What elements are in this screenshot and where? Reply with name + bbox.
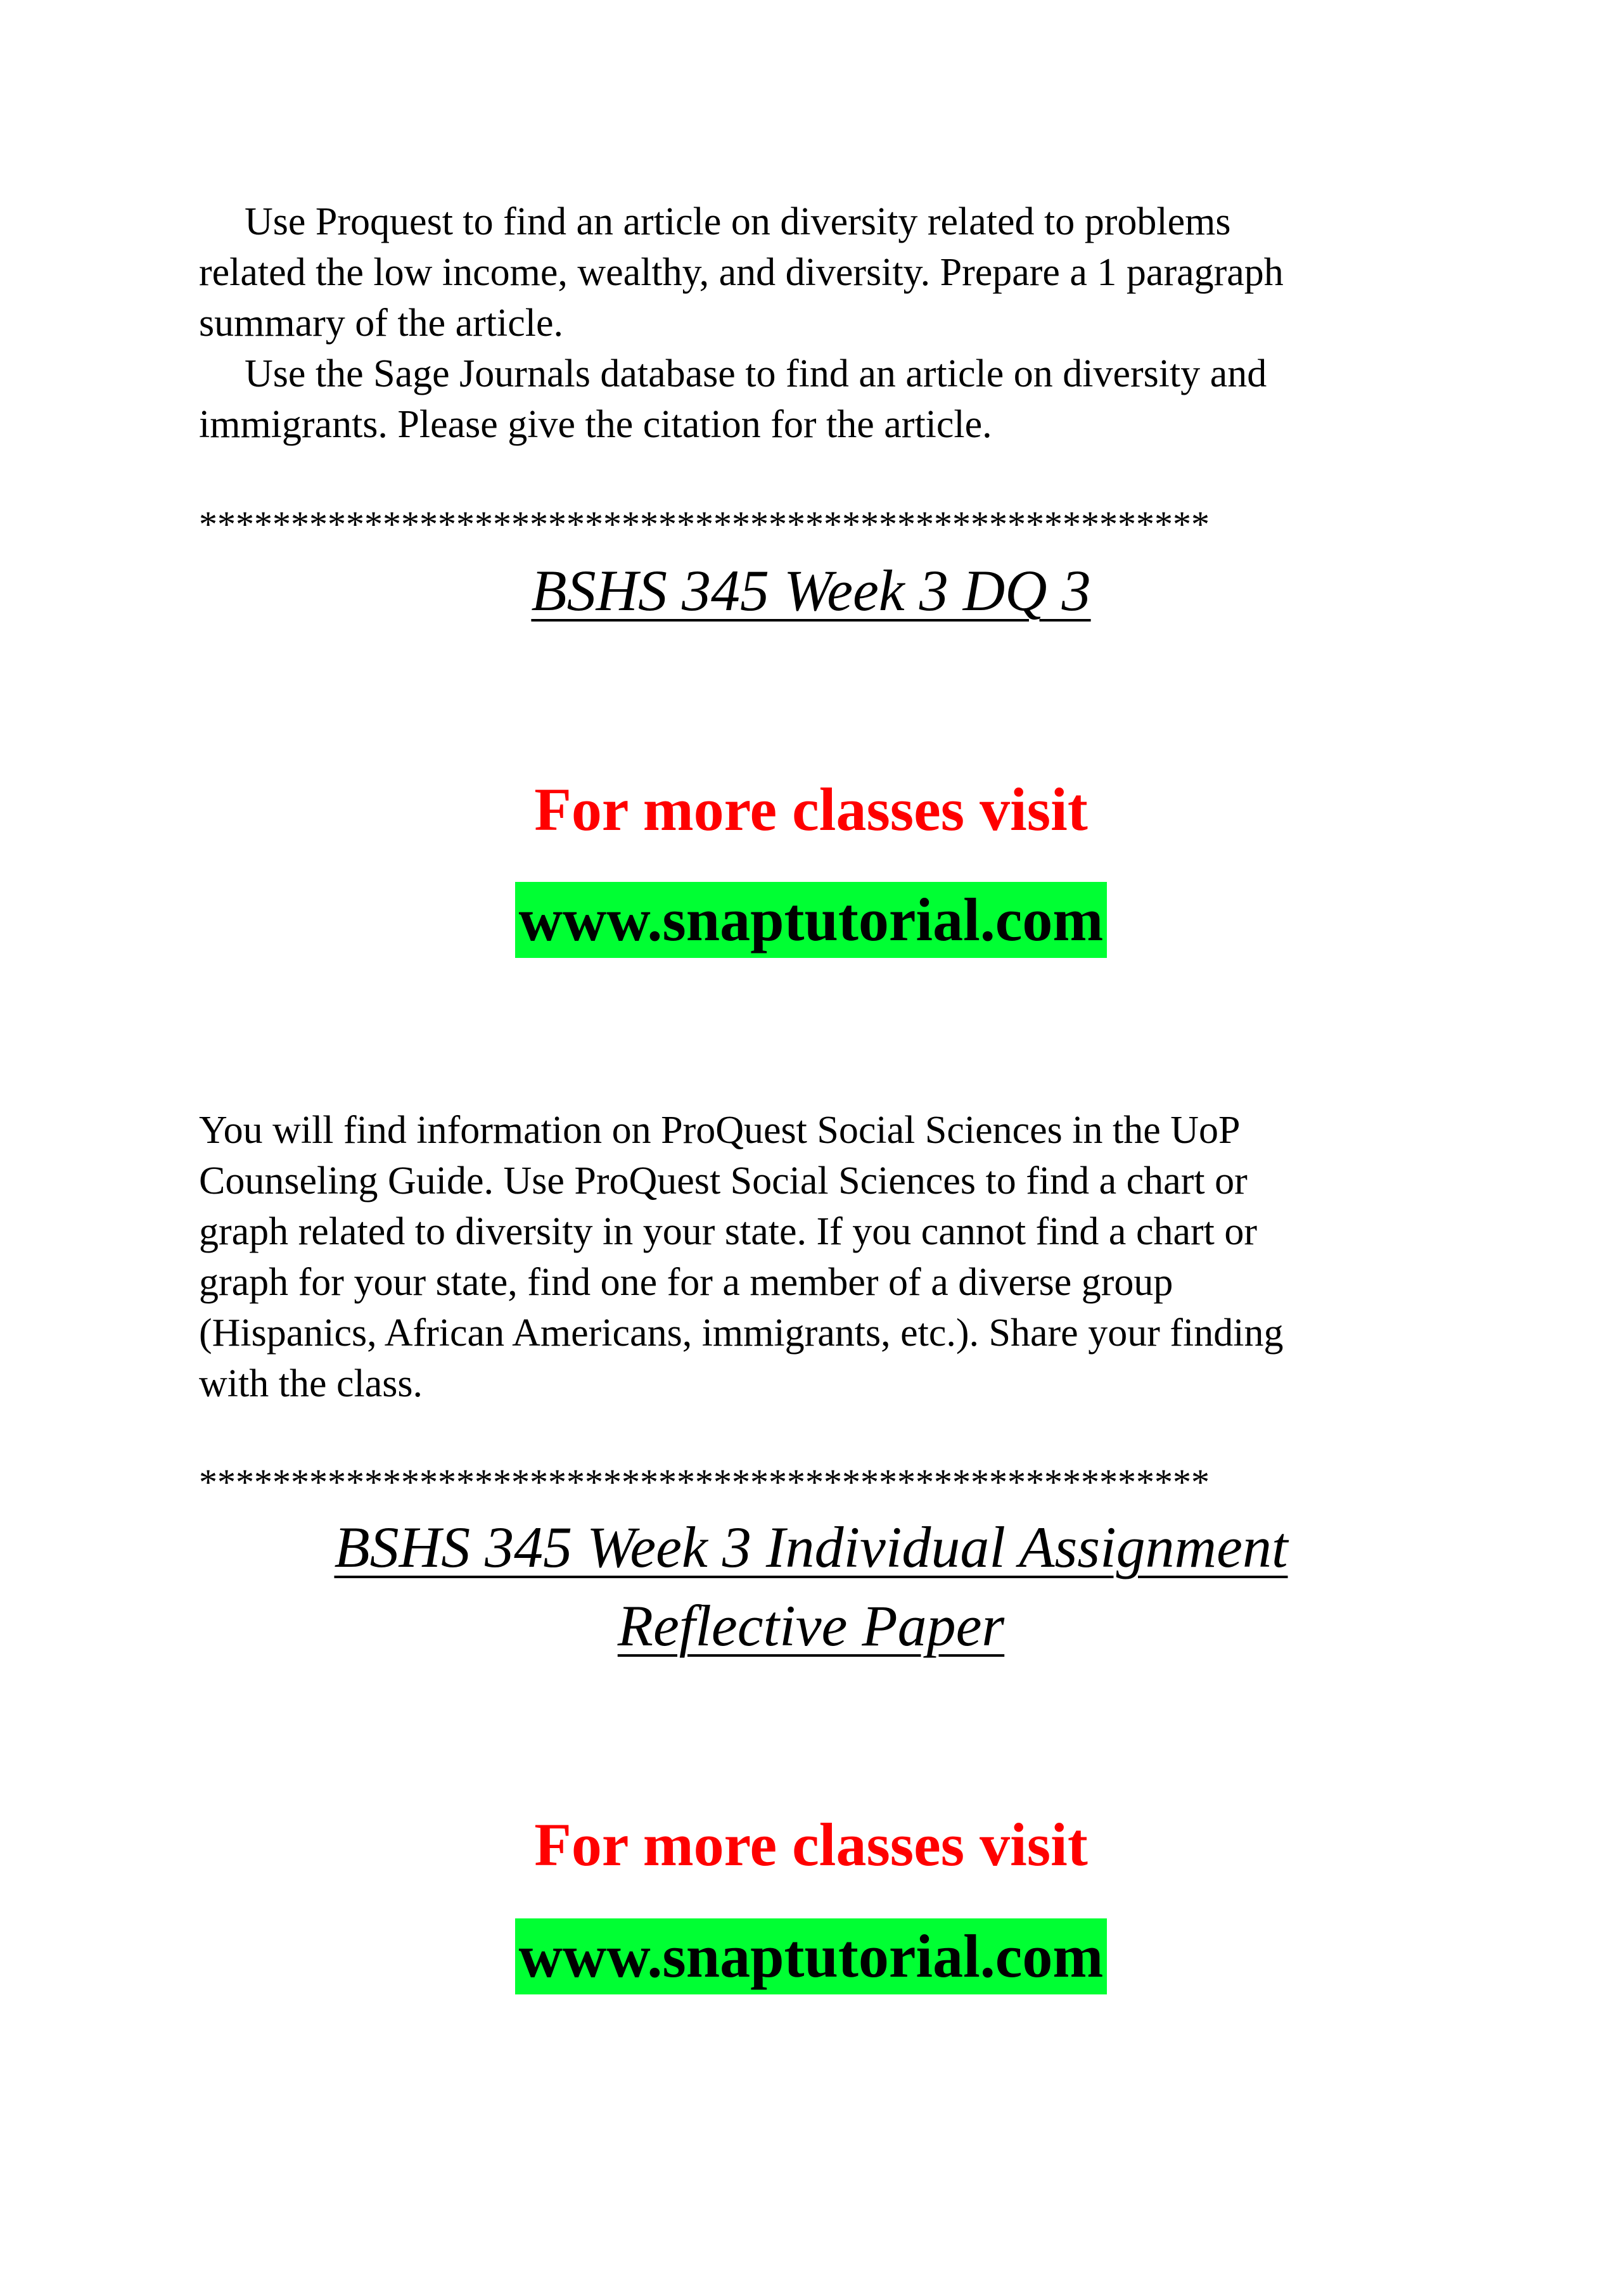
- promo-text: For more classes visit: [534, 775, 1088, 843]
- section-body: [199, 1105, 1428, 1409]
- section-title: [0, 551, 1622, 630]
- text-line: graph for your state, find one for a member of a diverse group: [199, 1261, 1173, 1304]
- text-line: Use Proquest to find an article on diversity related to problems: [245, 200, 1231, 243]
- intro-paragraph-1: [199, 196, 1428, 247]
- section-title-line-2: Reflective Paper: [617, 1593, 1005, 1658]
- snaptutorial-link[interactable]: www.snaptutorial.com: [515, 1918, 1108, 1994]
- promo-text: For more classes visit: [534, 1811, 1088, 1878]
- section-title-text: BSHS 345 Week 3 DQ 3: [531, 558, 1091, 623]
- text-line: graph related to diversity in your state. If you cannot find a chart or: [199, 1210, 1258, 1253]
- text-line: with the class.: [199, 1362, 423, 1405]
- body-paragraph: [199, 1105, 1428, 1409]
- section-title: [0, 1508, 1622, 1665]
- promo-link-wrap: [0, 882, 1622, 958]
- intro-paragraph-2: [199, 348, 1428, 399]
- intro-text: [199, 196, 1428, 450]
- text-line: related the low income, wealthy, and diversity. Prepare a 1 paragraph: [199, 251, 1284, 294]
- section-title-line-1: BSHS 345 Week 3 Individual Assignment: [334, 1515, 1288, 1579]
- snaptutorial-link[interactable]: www.snaptutorial.com: [515, 882, 1108, 958]
- intro-paragraph-2-cont: [199, 399, 1428, 450]
- text-line: Counseling Guide. Use ProQuest Social Sciences to find a chart or: [199, 1159, 1248, 1202]
- text-line: Use the Sage Journals database to find an article on diversity and: [245, 352, 1267, 395]
- separator-stars: *******************************************************: [199, 1462, 1210, 1503]
- text-line: You will find information on ProQuest Social Sciences in the UoP: [199, 1109, 1241, 1152]
- separator-stars: *******************************************************: [199, 504, 1210, 545]
- text-line: summary of the article.: [199, 302, 564, 345]
- promo-link-wrap: [0, 1918, 1622, 1994]
- text-line: (Hispanics, African Americans, immigrants, etc.). Share your finding: [199, 1311, 1284, 1355]
- text-line: immigrants. Please give the citation for the article.: [199, 403, 992, 446]
- intro-paragraph-1-cont: [199, 247, 1428, 348]
